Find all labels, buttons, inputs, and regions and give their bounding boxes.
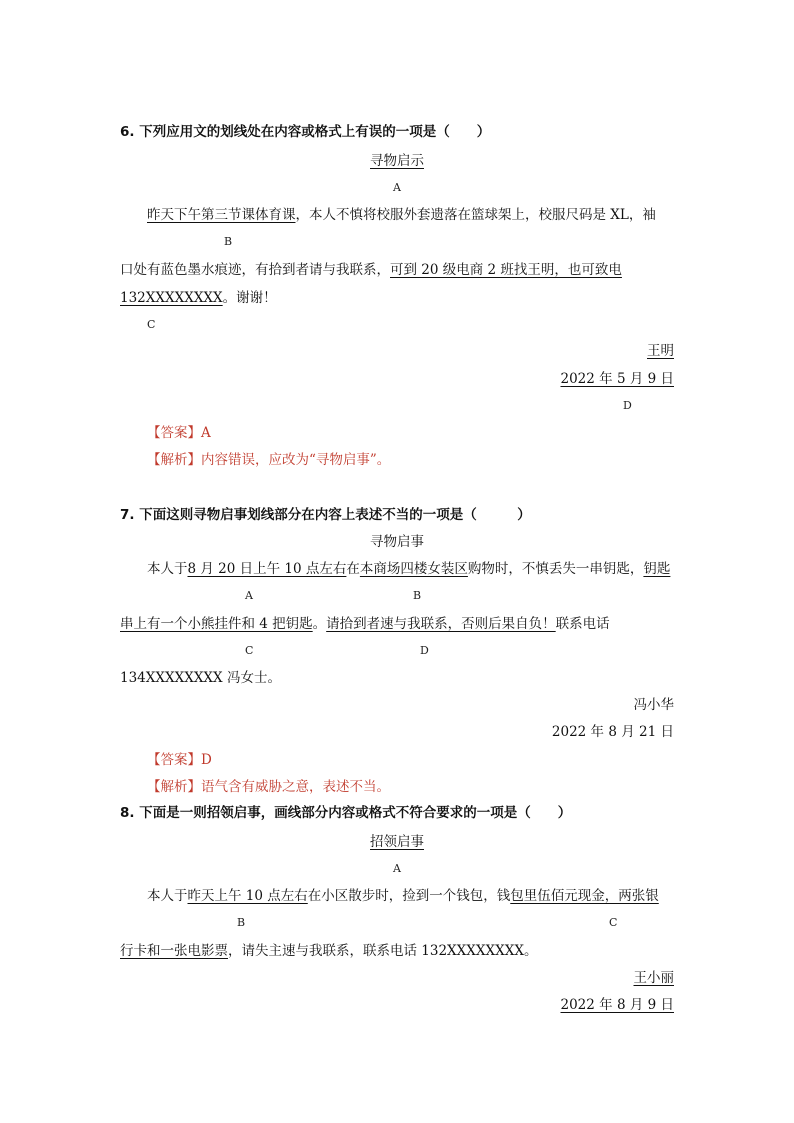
underlined-segment-a: 昨天下午第三节课体育课 [147,207,296,223]
underlined-segment-time: 昨天上午 10 点左右 [187,888,308,904]
underlined-segment-place: 本商场四楼女装区 [359,561,468,577]
underlined-segment-key: 钥匙 [643,561,671,577]
mark-a: A [393,181,401,194]
mark-c: C [245,644,254,657]
underlined-segment-threat: 请拾到者速与我联系，否则后果自负！ [326,616,556,632]
underlined-segment-phone: 132XXXXXXXX [120,290,223,306]
notice-6-line-3 [120,288,277,308]
question-8: 8. 下面是一则招领启事，画线部分内容或格式不符合要求的一项是（ ） [120,805,572,821]
mark-b: B [237,916,246,929]
signer-6: 王明 [647,343,674,359]
analysis-6 [147,450,390,470]
notice-6-line-1 [147,205,656,225]
notice-6-line-2 [120,260,622,280]
question-7: 7. 下面这则寻物启事划线部分在内容上表述不当的一项是（ ） [120,507,531,523]
notice-title-8: 招领启事 [370,834,424,850]
mark-b: B [413,589,422,602]
mark-c: C [609,916,618,929]
date-6: 2022 年 5 月 9 日 [560,371,674,387]
text: 。谢谢！ [222,290,277,306]
text: 。 [312,616,327,632]
question-6: 6. 下列应用文的划线处在内容或格式上有误的一项是（ ） [120,124,491,140]
notice-8-line-2 [120,941,537,961]
notice-title-7: 寻物启事 [370,534,424,550]
text: 购物时，不慎丢失一串钥匙， [467,561,644,577]
mark-a: A [245,589,253,602]
answer-6 [147,423,211,443]
text: ，请失主速与我联系，联系电话 132XXXXXXXX。 [228,943,538,959]
text: 口处有蓝色墨水痕迹，有拾到者请与我联系， [120,262,390,278]
text: 联系电话 [555,616,610,632]
answer-value: D [201,752,212,768]
text: ，本人不慎将校服外套遗落在篮球架上，校服尺码是 XL，袖 [295,207,656,223]
date-8: 2022 年 8 月 9 日 [560,997,674,1013]
underlined-segment-time: 8 月 20 日上午 10 点左右 [187,561,347,577]
notice-title-6: 寻物启示 [370,153,424,169]
underlined-segment-keys: 串上有一个小熊挂件和 4 把钥匙 [120,616,313,632]
analysis-text: 内容错误，应改为“寻物启事”。 [201,452,391,468]
text: 本人于 [147,561,188,577]
answer-tag: 【答案】 [147,425,201,441]
date-7: 2022 年 8 月 21 日 [551,724,674,740]
text: 在 [346,561,360,577]
signer-7: 冯小华 [633,697,674,713]
analysis-tag: 【解析】 [147,779,201,795]
text: 本人于 [147,888,188,904]
answer-7 [147,750,212,770]
answer-value: A [201,425,211,441]
analysis-tag: 【解析】 [147,452,201,468]
text: 在小区散步时，捡到一个钱包，钱 [307,888,511,904]
answer-tag: 【答案】 [147,752,201,768]
mark-d: D [623,399,632,412]
analysis-text: 语气含有威胁之意，表述不当。 [201,779,390,795]
underlined-segment-items: 行卡和一张电影票 [120,943,228,959]
mark-b: B [224,235,233,248]
analysis-7 [147,777,390,797]
notice-7-line-1 [147,559,670,579]
notice-7-line-3: 134XXXXXXXX 冯女士。 [120,670,281,686]
underlined-segment-contents: 包里伍佰元现金，两张银 [510,888,659,904]
mark-d: D [420,644,429,657]
mark-a: A [393,862,401,875]
underlined-segment-b: 可到 20 级电商 2 班找王明，也可致电 [390,262,622,278]
notice-8-line-1 [147,886,659,906]
notice-7-line-2 [120,614,610,634]
signer-8: 王小丽 [633,970,674,986]
mark-c: C [147,318,156,331]
